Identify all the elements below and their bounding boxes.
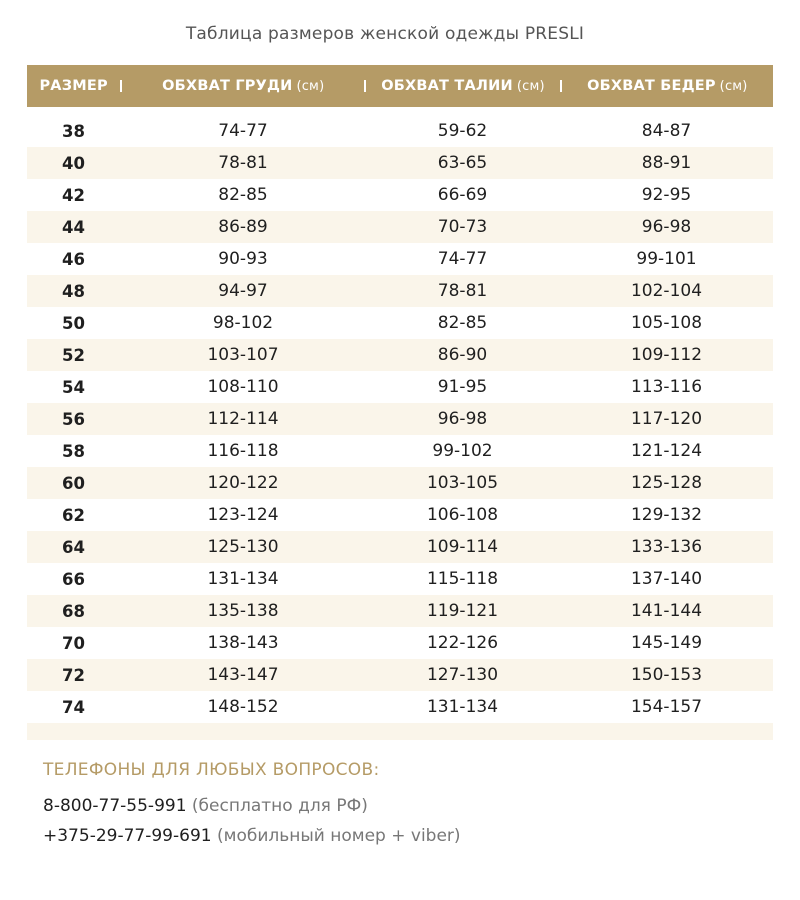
table-row [27,659,773,691]
chest-cell: 82-85 [218,185,268,205]
chest-cell: 116-118 [207,441,279,461]
chest-cell: 131-134 [207,569,279,589]
header-waist-label: ОБХВАТ ТАЛИИ [381,78,513,94]
phone-line [43,826,461,846]
table-row [27,691,773,723]
waist-cell: 131-134 [426,697,499,717]
table-footer-stripe [27,723,773,740]
table-row [27,563,773,595]
chest-cell: 74-77 [218,121,268,141]
chest-cell: 86-89 [218,217,268,237]
size-cell: 70 [62,633,85,653]
hips-cell: 88-91 [641,153,692,173]
header-chest-label: ОБХВАТ ГРУДИ [162,78,293,94]
table-row [27,627,773,659]
hips-cell: 150-153 [630,665,703,685]
table-row [27,371,773,403]
chest-cell: 148-152 [207,697,279,717]
chest-cell: 112-114 [207,409,279,429]
table-row [27,595,773,627]
waist-cell: 91-95 [437,377,488,397]
hips-cell: 84-87 [641,121,692,141]
hips-cell: 92-95 [641,185,692,205]
size-cell: 54 [62,377,85,397]
chest-cell: 108-110 [207,377,279,397]
size-cell: 72 [62,665,85,685]
phone-line [43,796,461,816]
hips-cell: 96-98 [641,217,692,237]
table-row [27,499,773,531]
size-cell: 44 [62,217,85,237]
header-hips [562,65,773,107]
hips-cell: 99-101 [636,249,697,269]
hips-cell: 133-136 [630,537,703,557]
hips-cell: 109-112 [630,345,703,365]
header-size-label: РАЗМЕР [39,78,108,94]
size-cell: 62 [62,505,85,525]
chest-cell: 98-102 [212,313,274,333]
header-hips-label: ОБХВАТ БЕДЕР [587,78,716,94]
table-row [27,147,773,179]
hips-cell: 105-108 [630,313,703,333]
table-row [27,275,773,307]
header-hips-unit: (см) [719,78,748,94]
hips-cell: 145-149 [630,633,703,653]
table-row [27,403,773,435]
hips-cell: 102-104 [630,281,703,301]
waist-cell: 66-69 [437,185,488,205]
waist-cell: 122-126 [426,633,499,653]
waist-cell: 106-108 [426,505,499,525]
size-cell: 52 [62,345,85,365]
size-cell: 48 [62,281,85,301]
table-header [27,65,773,107]
chest-cell: 143-147 [207,665,279,685]
size-cell: 68 [62,601,85,621]
size-cell: 64 [62,537,85,557]
hips-cell: 125-128 [630,473,703,493]
waist-cell: 99-102 [432,441,493,461]
size-cell: 46 [62,249,85,269]
waist-cell: 127-130 [426,665,499,685]
waist-cell: 59-62 [437,121,488,141]
size-cell: 56 [62,409,85,429]
contacts-block [43,760,461,856]
table-row [27,243,773,275]
hips-cell: 113-116 [630,377,703,397]
phone-number[interactable]: 8-800-77-55-991 [43,796,187,816]
chest-cell: 135-138 [207,601,279,621]
header-size [27,65,120,107]
table-body [27,107,773,723]
chest-cell: 103-107 [207,345,279,365]
chest-cell: 90-93 [218,249,268,269]
header-chest [122,65,364,107]
size-cell: 58 [62,441,85,461]
table-row [27,435,773,467]
hips-cell: 154-157 [630,697,703,717]
waist-cell: 82-85 [437,313,488,333]
waist-cell: 119-121 [426,601,499,621]
waist-cell: 115-118 [426,569,499,589]
hips-cell: 137-140 [630,569,703,589]
waist-cell: 109-114 [426,537,499,557]
contacts-heading: ТЕЛЕФОНЫ ДЛЯ ЛЮБЫХ ВОПРОСОВ: [43,760,380,780]
header-chest-unit: (см) [296,78,325,94]
table-row [27,115,773,147]
phone-note: (бесплатно для РФ) [191,796,368,816]
waist-cell: 78-81 [437,281,488,301]
table-row [27,531,773,563]
size-cell: 40 [62,153,85,173]
hips-cell: 117-120 [630,409,703,429]
hips-cell: 129-132 [630,505,703,525]
size-cell: 60 [62,473,85,493]
waist-cell: 63-65 [437,153,488,173]
hips-cell: 121-124 [630,441,703,461]
size-cell: 74 [62,697,85,717]
hips-cell: 141-144 [630,601,703,621]
size-cell: 38 [62,121,85,141]
chest-cell: 125-130 [207,537,279,557]
waist-cell: 74-77 [437,249,488,269]
table-row [27,307,773,339]
chest-cell: 94-97 [218,281,268,301]
header-waist-unit: (см) [516,78,545,94]
phone-note: (мобильный номер + viber) [216,826,461,846]
chest-cell: 138-143 [207,633,279,653]
table-row [27,467,773,499]
waist-cell: 86-90 [437,345,488,365]
table-row [27,179,773,211]
chest-cell: 78-81 [218,153,268,173]
page-title: Таблица размеров женской одежды PRESLI [185,24,585,44]
chest-cell: 120-122 [207,473,279,493]
waist-cell: 96-98 [437,409,488,429]
size-cell: 42 [62,185,85,205]
table-row [27,339,773,371]
size-table [27,65,773,740]
waist-cell: 103-105 [426,473,499,493]
header-waist [366,65,559,107]
size-cell: 66 [62,569,85,589]
table-row [27,211,773,243]
size-cell: 50 [62,313,85,333]
waist-cell: 70-73 [437,217,488,237]
chest-cell: 123-124 [207,505,279,525]
phone-number[interactable]: +375-29-77-99-691 [43,826,212,846]
